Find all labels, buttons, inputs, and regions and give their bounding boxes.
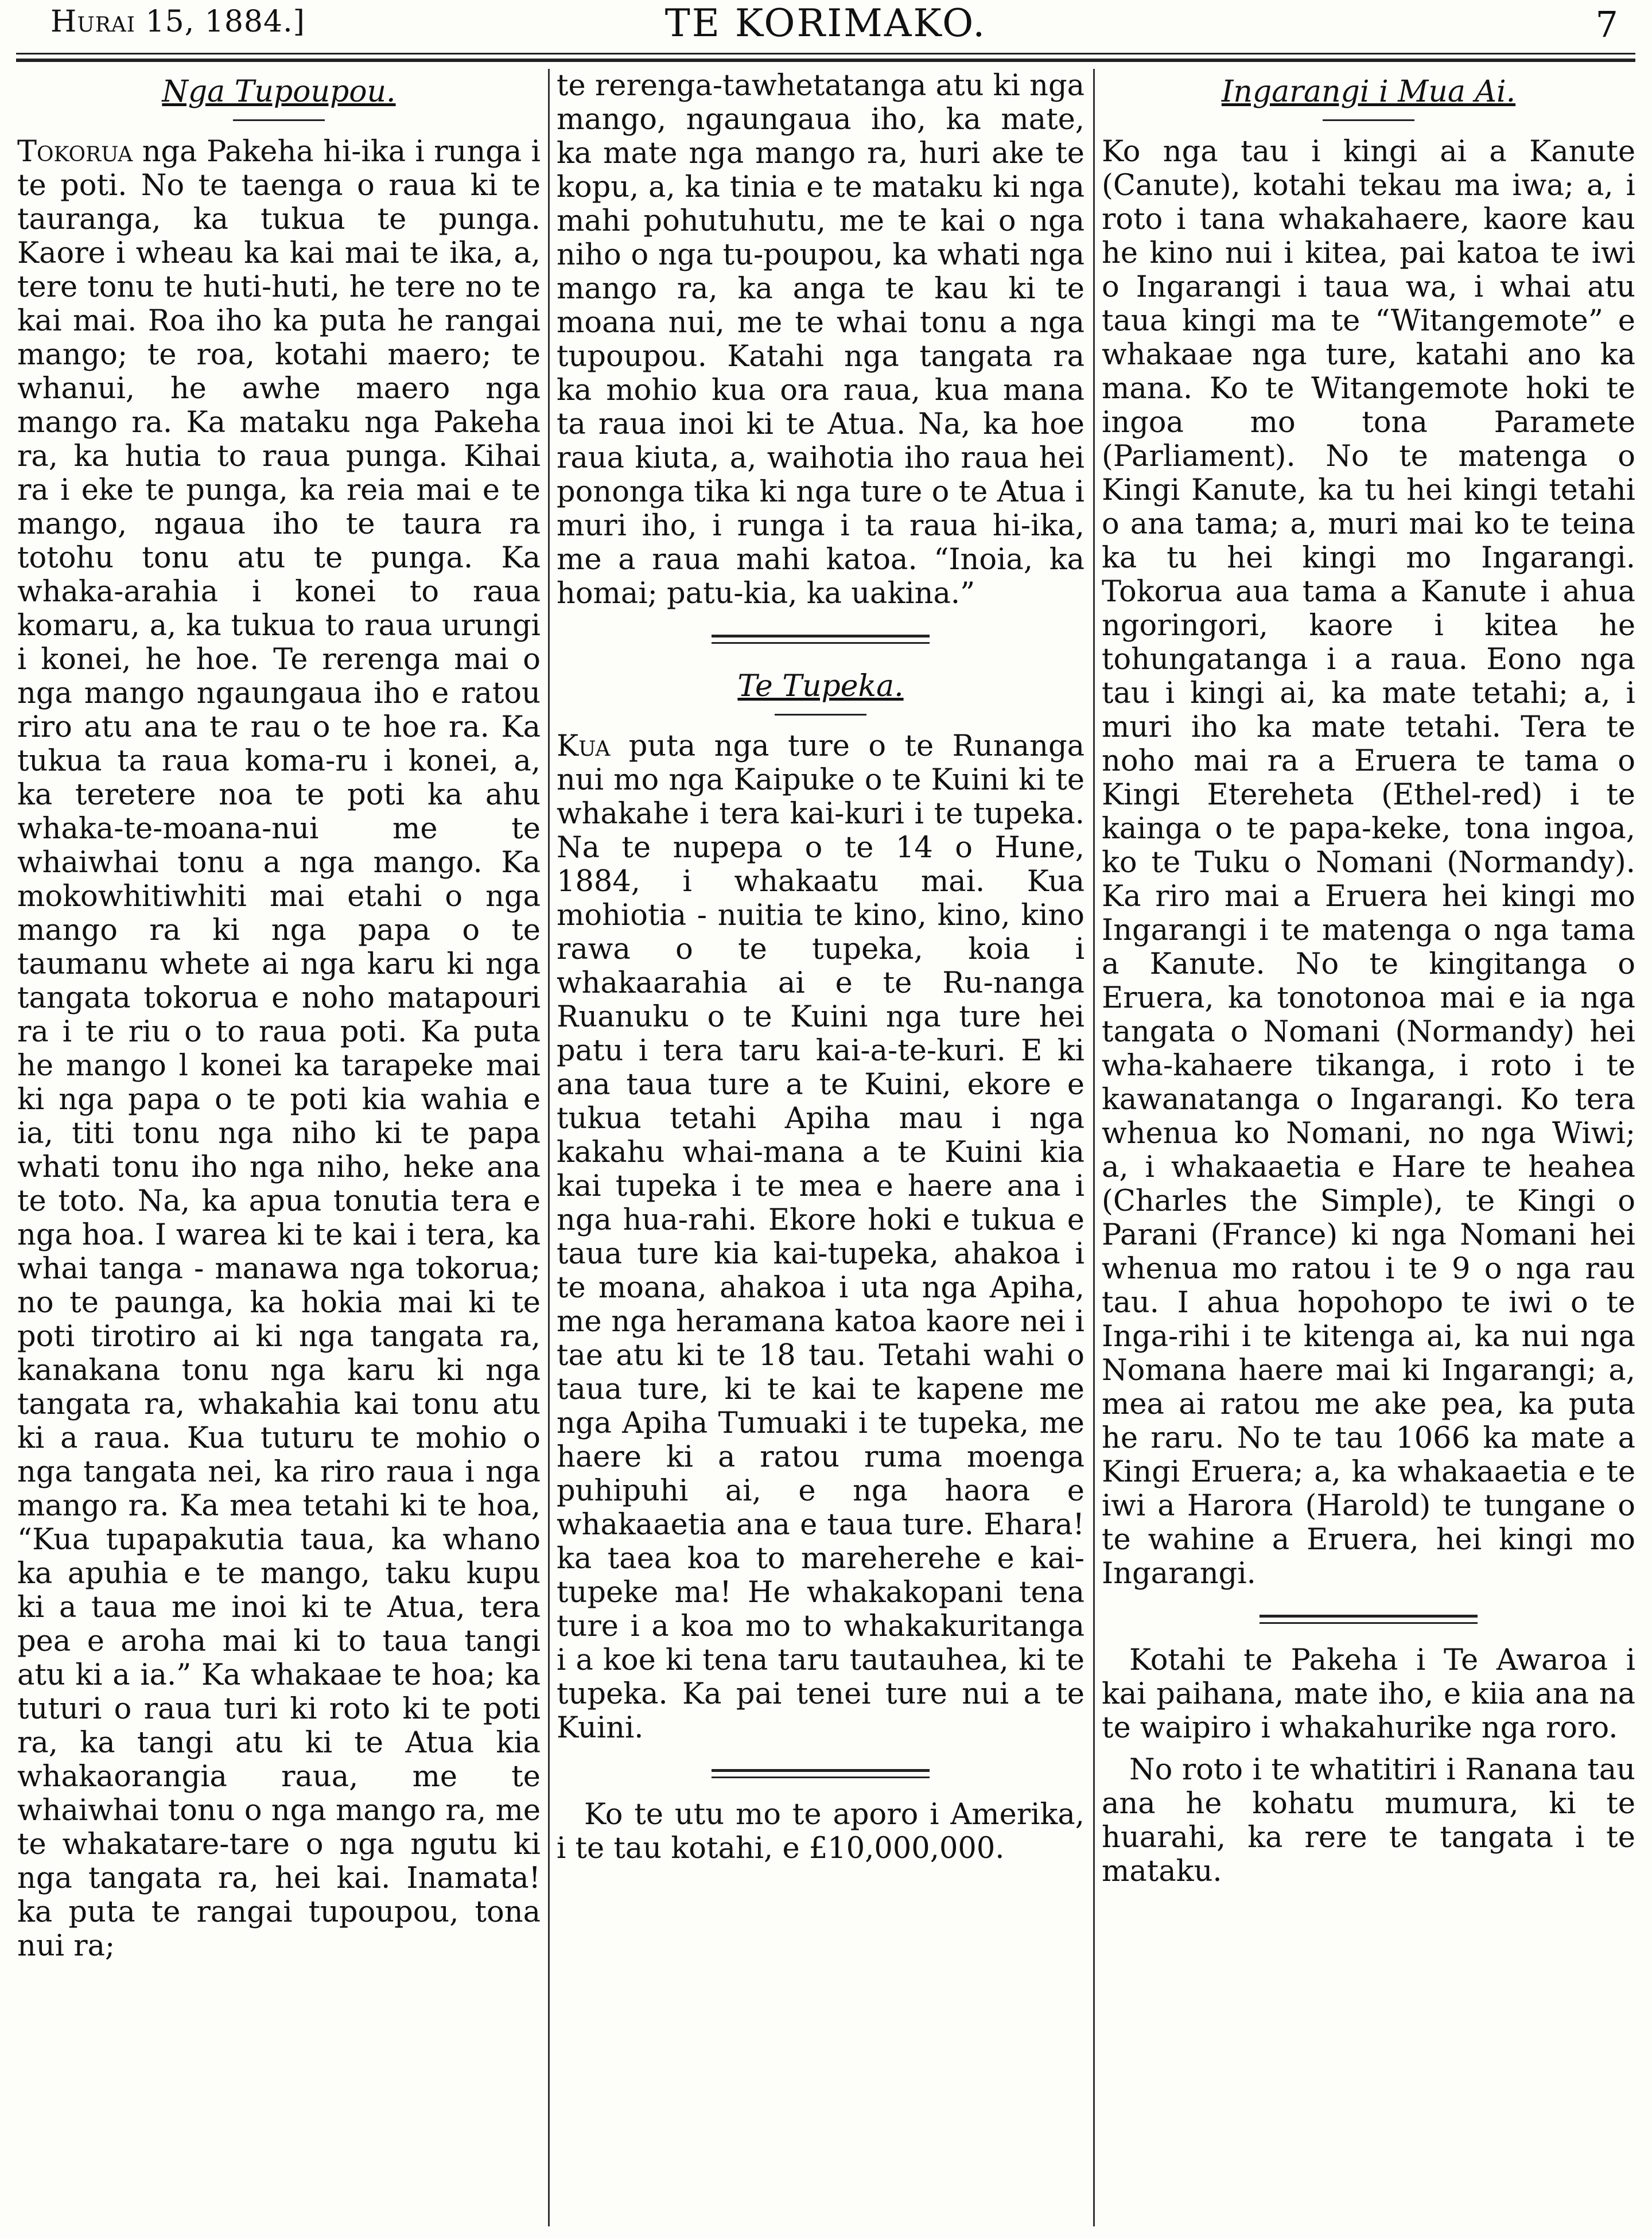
article-continuation: te rerenga-tawhetatanga atu ki nga mango, ngaungaua iho, ka mate, ka mate nga mango ra, huri ake te kopu, a, ka tinia e te mataku ki nga mahi pohutuhutu, me te kai o nga niho o nga tu-poupou, ka whati nga mango ra, ka anga te kau ki te moana nui, me te whai tonu a nga tupoupou. Katahi nga tangata ra ka mohio kua ora raua, kua mana ta raua inoi ki te Atua. Na, ka hoe raua kiuta, a, waihotia iho raua hei pononga tika ki nga ture o te Atua i muri iho, i runga i ta raua hi-ika, me a raua mahi katoa. “Inoia, ka homai; patu-kia, ka uakina.” [557,69,1085,611]
article-body [17,135,541,1963]
header-rule-thin [16,53,1635,55]
section-separator [712,1769,930,1778]
article-text: puta nga ture o te Runanga nui mo nga Kaipuke o te Kuini ki te whakahe i tera kai-kuri i te tupeka. Na te nupepa o te 14 o Hune, 1884, i whakaatu mai. Kua mohiotia - nuitia te kino, kino, kino rawa o te tupeka, koia i whakaarahia ai e te Ru-nanga Ruanuku o te Kuini nga ture hei patu i tera taru kai-a-te-kuri. E ki ana taua ture a te Kuini, ekore e tukua tetahi Apiha mau i nga kakahu whai-mana a te Kuini kia kai tupeka i te mea e haere ana i nga hua-rahi. Ekore hoki e tukua e taua ture kia kai-tupeka, ahakoa i te moana, ahakoa i uta nga Apiha, me nga heramana katoa kaore nei i tae atu ki te 18 tau. Tetahi wahi o taua ture, ki te kai te kapene me nga Apiha Tumuaki i te tupeka, me haere ki a ratou ruma moenga puhipuhi ai, e nga haora e whakaaetia ana e taua ture. Ehara! ka taea koa to mareherehe e kai-tupeke ma! He whakakopani tena ture i a koa mo to whakakuritanga i a koe ki tena taru tautauhea, ki te tupeka. Ka pai tenei ture nui a te Kuini. [557,729,1085,1745]
heading-rule [1323,119,1414,121]
article-text: nga Pakeha hi-ika i runga i te poti. No te taenga o raua ki te tauranga, ka tukua te punga. Kaore i wheau ka kai mai te ika, a, tere tonu te huti-huti, he tere no te kai mai. Roa iho ka puta he rangai mango; te roa, kotahi maero; te whanui, he awhe maero nga mango ra. Ka mataku nga Pakeha ra, ka hutia to raua punga. Kihai ra i eke te punga, ka reia mai e te mango, ngaua iho te taura ra totohu tonu atu te punga. Ka whaka-arahia i konei to raua komaru, a, ka tukua to raua urungi i konei, he hoe. Te rerenga mai o nga mango ngaungaua iho e ratou riro atu ana te rau o te hoe ra. Ka tukua ta raua koma-ru i konei, a, ka teretere noa te poti ka ahu whaka-te-moana-nui me te whaiwhai tonu a nga mango. Ka mokowhitiwhiti mai etahi o nga mango ra ki nga papa o te taumanu whete ai nga karu ki nga tangata tokorua e noho matapouri ra i te riu o to raua poti. Ka puta he mango l konei ka tarapeke mai ki nga papa o te poti kia wahia e ia, titi tonu nga niho ki te papa whati tonu iho nga niho, heke ana te toto. Na, ka apua tonutia tera e nga hoa. I warea ki te kai i tera, ka whai tanga - manawa nga tokorua; no te paunga, ka hokia mai ki te poti tirotiro ai ki nga tangata ra, kanakana tonu nga karu ki nga tangata ra, whakahia kai tonu atu ki a raua. Kua tuturu te mohio o nga tangata nei, ka riro raua i nga mango ra. Ka mea tetahi ki te hoa, “Kua tupapakutia taua, ka whano ka apuhia e te mango, taku kupu ki a taua me inoi ki te Atua, tera pea e aroha mai ki to taua tangi atu ki a ia.” Ka whakaae te hoa; ka tuturi o raua turi ki roto ki te poti ra, ka tangi atu ki te Atua kia whakaorangia raua, me te whaiwhai tonu o nga mango ra, me te whakatare-tare o nga ngutu ki nga tangata ra, hei kai. Inamata! ka puta te rangai tupoupou, tona nui ra; [17,135,541,1963]
heading-rule [233,119,325,121]
article-heading: Te Tupeka. [737,669,904,703]
column-3 [1102,69,1635,2226]
page-header [16,0,1635,53]
column-divider [548,69,550,2226]
column-2 [557,69,1085,2226]
header-rule-thick [16,59,1635,62]
page-number: 7 [1595,3,1618,45]
article-body [557,729,1085,1745]
heading-rule [775,714,866,716]
section-separator [712,635,930,644]
issue-date: Hurai 15, 1884.] [50,5,305,39]
article-body: Ko nga tau i kingi ai a Kanute (Canute), kotahi tekau ma iwa; a, i roto i tana whakahaere, kaore kau he kino nui i kitea, pai katoa te iwi o Ingarangi i taua wa, i whai atu taua kingi ma te “Witangemote” e whakaae nga ture, katahi ano ka mana. Ko te Witangemote hoki te ingoa mo tona Paramete (Parliament). No te matenga o Kingi Kanute, ka tu hei kingi tetahi o ana tama; a, muri mai ko te teina ka tu hei kingi mo Ingarangi. Tokorua aua tama a Kanute i ahua ngoringori, kaore i kitea he tohungatanga i a raua. Eono nga tau i kingi ai, ka mate tetahi; a, i muri iho ka mate tetahi. Tera te noho mai ra a Eruera te tama o Kingi Etereheta (Ethel-red) i te kainga o te papa-keke, tona ingoa, ko te Tuku o Nomani (Normandy). Ka riro mai a Eruera hei kingi mo Ingarangi i te matenga o nga tama a Kanute. No te kingitanga o Eruera, ka tonotonoa mai e ia nga tangata o Nomani (Normandy) hei wha-kahaere tikanga, i roto i te kawanatanga o Ingarangi. Ko tera whenua ko Nomani, no nga Wiwi; a, i whakaaetia e Hare te heahea (Charles the Simple), te Kingi o Parani (France) ki nga Nomani hei whenua mo ratou i te 9 o nga rau tau. I ahua hopohopo te iwi o te Inga-rihi i te kitenga ai, ka nui nga Nomana haere mai ki Ingarangi; a, mea ai ratou me ake pea, ka puta he raru. No te tau 1066 ka mate a Kingi Eruera; a, ka whakaaetia e te iwi a Harora (Harold) te tungane o te wahine a Eruera, hei kingi mo Ingarangi. [1102,135,1635,1591]
article-heading: Ingarangi i Mua Ai. [1221,75,1516,109]
newspaper-title: TE KORIMAKO. [664,1,987,45]
news-note: Ko te utu mo te aporo i Amerika, i te tau kotahi, e £10,000,000. [557,1798,1085,1865]
column-1 [17,69,541,2226]
news-note: No roto i te whatitiri i Ranana tau ana he kohatu mumura, ki te huarahi, ka rere te tangata i te mataku. [1102,1753,1635,1888]
lead-word: Kua [557,729,611,763]
news-note: Kotahi te Pakeha i Te Awaroa i kai paihana, mate iho, e kiia ana na te waipiro i whakahurike nga roro. [1102,1643,1635,1745]
section-separator [1260,1615,1478,1624]
lead-word: Tokorua [17,135,133,169]
column-divider [1093,69,1095,2226]
article-heading: Nga Tupoupou. [162,75,396,109]
